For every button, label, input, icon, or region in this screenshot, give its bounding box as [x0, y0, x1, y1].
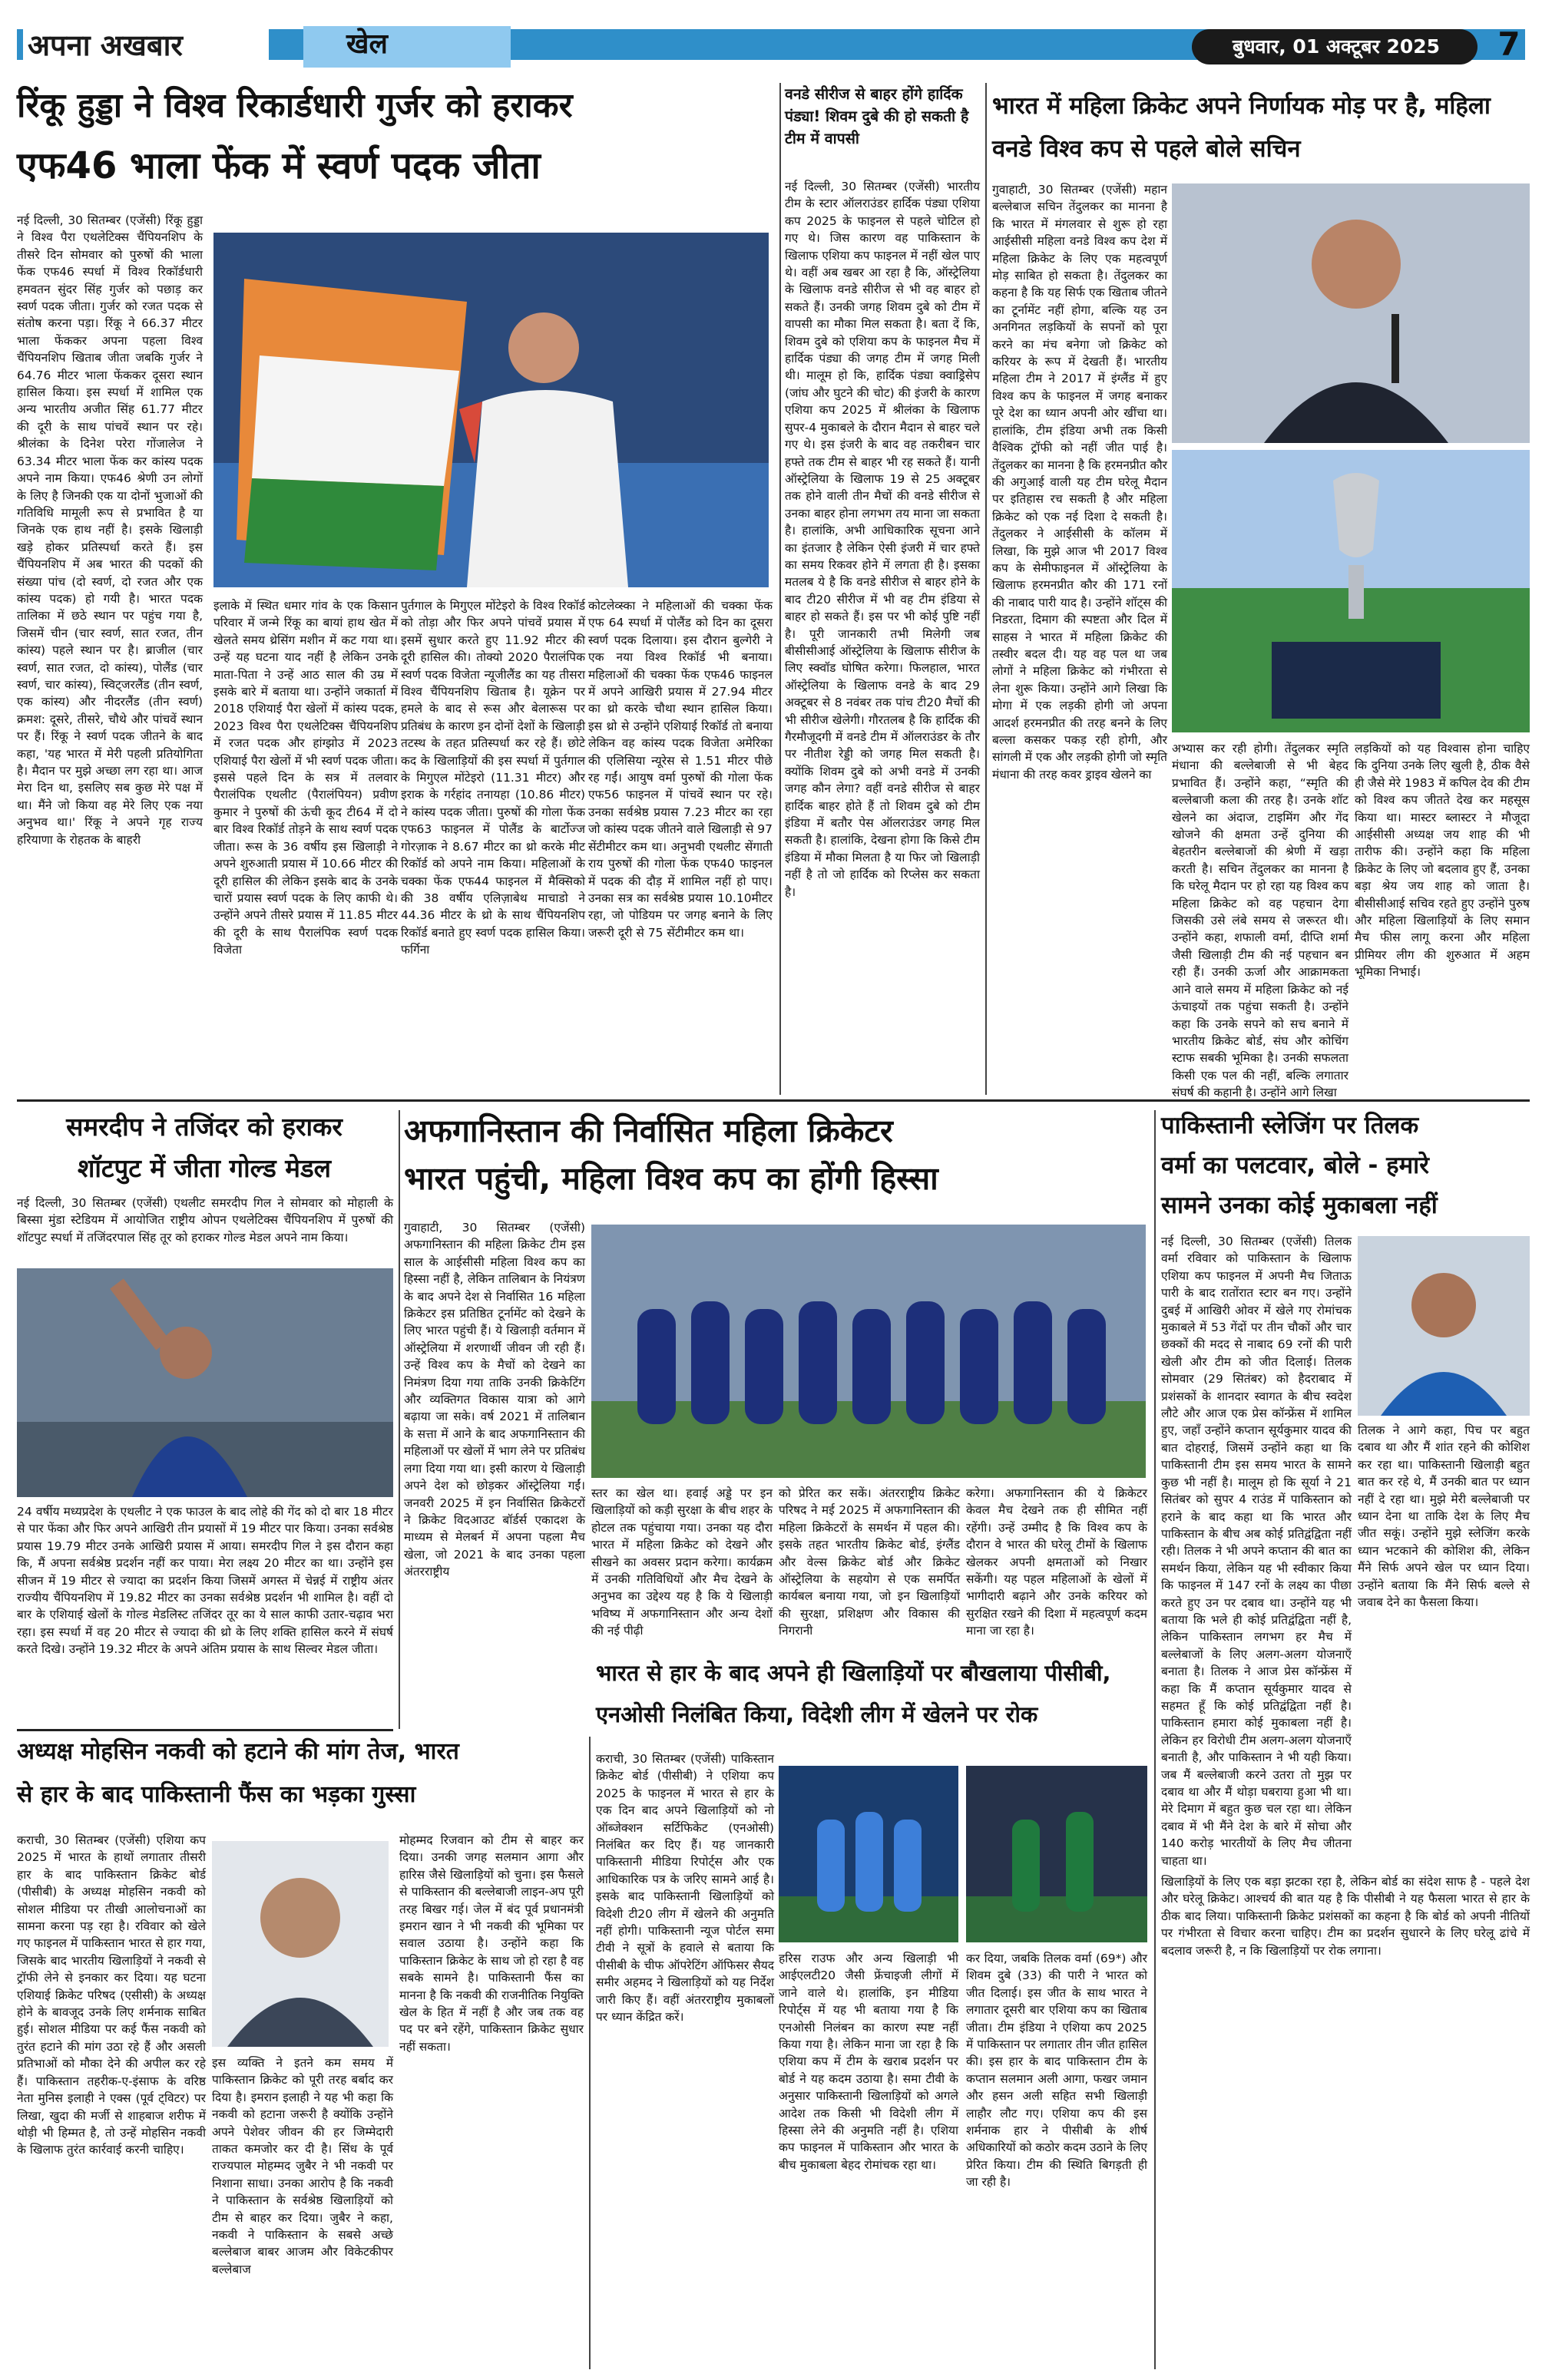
story3-column-2: अभ्यास कर रही होगी। तेंदुलकर स्मृति मंधाना की बल्लेबाजी से भी बेहद प्रभावित हैं। उन्होंने कहा, “स्मृति की बल्लेबाजी कला की तरह है। उनके शॉट खेलने का अंदाज, टाइमिंग और गेंद खोजने की क्षमता उन्हें दुनिया की बेहतरीन बल्लेबाजों की श्रेणी में खड़ा करती है। सचिन तेंदुलकर का मानना है कि घरेलू मैदान पर हो रहा यह विश्व कप महिला क्रिकेट को वह पहचान देगा जिसकी उसे लंबे समय से जरूरत थी। उन्होंने कहा, शफाली वर्मा, दीप्ति शर्मा जैसी खिलाड़ी टीम की नई पहचान बन रही हैं। उनकी ऊर्जा और आक्रामकता आने वाले समय में महिला क्रिकेट को नई ऊंचाइयों तक पहुंचा सकती है। उन्होंने कहा कि उनके सपने को सच बनाने में भारतीय क्रिकेट बोर्ड, संघ और कोचिंग स्टाफ सबकी भूमिका है। उनकी सफलता किसी एक पल की नहीं, बल्कि लगातार संघर्ष की कहानी है। उन्होंने आगे लिखा [1172, 742, 1348, 1100]
divider-story4-story5 [399, 1110, 400, 1729]
team-photo-icon [591, 1225, 1146, 1478]
story8-column-3: कर दिया, जबकि तिलक वर्मा (69*) और शिवम दुबे (33) की पारी ने भारत को जीत दिलाई। इस जीत के साथ भारत ने लगातार दूसरी बार एशिया कप का खिताब जीता। टीम इंडिया ने एशिया कप 2025 में पाकिस्तान पर लगातार तीन जीत हासिल की। इस हार के बाद पाकिस्तान टीम के कप्तान सलमान अली आगा, फखर जमान और हसन अली सहित सभी खिलाड़ी लाहौर लौट गए। एशिया कप की इस शर्मनाक हार ने पीसीबी के शीर्ष अधिकारियों को कठोर कदम उठाने के लिए प्रेरित किया। टीम की स्थिति बिगड़ती ही जा रही है। [966, 1952, 1147, 2190]
story7-headline-line2: से हार के बाद पाकिस्तानी फैंस का भड़का गुस्सा [17, 1781, 416, 1808]
story8-headline-line2: एनओसी निलंबित किया, विदेशी लीग में खेलने पर रोक [596, 1701, 1038, 1727]
official-portrait-icon [212, 1841, 389, 2047]
story5-column-3: को प्रेरित कर सकें। अंतरराष्ट्रीय क्रिकेट परिषद ने मई 2025 में अफगानिस्तान की महिला क्रिकेटरों के समर्थन में पहल की। इसके तहत भारतीय क्रिकेट बोर्ड, इंग्लैंड और वेल्स क्रिकेट बोर्ड और क्रिकेट ऑस्ट्रेलिया के सहयोग से एक समर्पित कार्यबल बनाया गया, जो इन खिलाड़ियों की सुरक्षा, प्रशिक्षण और विकास की निगरानी [779, 1486, 960, 1638]
story4-body: 24 वर्षीय मध्यप्रदेश के एथलीट ने एक फाउल के बाद लोहे की गेंद को दो बार 18 मीटर से पार फेंका और फिर अपने आखिरी तीन प्रयासों में 19 मीटर पार किया। उनका सर्वश्रेष्ठ प्रयास 19.79 मीटर उनके आखिरी प्रयास में आया। समरदीप गिल ने इस दौरान कहा कि, मैं अपना सर्वश्रेष्ठ प्रदर्शन नहीं कर पाया। मेरा लक्ष्य 20 मीटर का था। उन्होंने इस सीजन में 19 मीटर से ज्यादा का प्रदर्शन किया जिसमें अगस्त में चेन्नई में राष्ट्रीय अंतर राज्यीय चैंपियनशिप में 19.82 मीटर का उनका सर्वश्रेष्ठ प्रदर्शन भी शामिल है। वहीं दो बार के एशियाई खेलों के गोल्ड मेडलिस्ट तजिंदर तूर का ये साल काफी उतार-चढ़ाव भरा रहा। इस स्पर्धा में वह 20 मीटर से ज्यादा की थ्रो के लिए शक्ति हासिल करने में संघर्ष करते दिखे। उन्होंने 19.32 मीटर के अपने अंतिम प्रयास के साथ सिल्वर मेडल जीता। [17, 1505, 393, 1657]
story5-headline-line2: भारत पहुंची, महिला विश्व कप का होंगी हिस्सा [404, 1160, 938, 1197]
story3-column-1: गुवाहाटी, 30 सितम्बर (एजेंसी) महान बल्लेबाज सचिन तेंदुलकर का मानना है कि भारत में मंगलवार से शुरू हो रहा आईसीसी महिला वनडे विश्व कप देश में महिला क्रिकेट के लिए एक महत्वपूर्ण मोड़ साबित हो सकता है। तेंदुलकर का कहना है कि यह सिर्फ एक खिताब जीतने का टूर्नामेंट नहीं होगा, बल्कि यह उन अनगिनत लड़कियों के सपनों को पूरा करने का मंच बनेगा जो क्रिकेट को करियर के रूप में देखती हैं। भारतीय महिला टीम ने 2017 में इंग्लैंड में हुए विश्व कप के फाइनल में जगह बनाकर पूरे देश का ध्यान अपनी ओर खींचा था। हालांकि, टीम इंडिया अभी तक किसी वैश्विक ट्रॉफी को नहीं जीत पाई है। तेंदुलकर का मानना है कि हरमनप्रीत कौर की अगुआई वाली यह टीम घरेलू मैदान पर इतिहास रच सकती है और महिला क्रिकेट को एक नई दिशा दे सकती है। तेंदुलकर ने आईसीसी के कॉलम में लिखा, कि मुझे आज भी 2017 विश्व कप के सेमीफाइनल में ऑस्ट्रेलिया के खिलाफ हरमनप्रीत कौर की 171 रनों की नाबाद पारी याद है। उन्होंने शॉट्स की निडरता, दिमाग की स्पष्टता और दिल में साहस ने भारत में महिला क्रिकेट की तस्वीर बदल दी। यह वह पल था जब लोगों ने महिला क्रिकेट को गंभीरता से लेना शुरू किया। उन्होंने आगे लिखा कि मोगा में एक लड़की होगी जो अपना आदर्श हरमनप्रीत की तरह बनने के लिए बल्ला कसकर पकड़ रही होगी, और सांगली में एक और लड़की होगी जो स्मृति मंधाना की तरह कवर ड्राइव खेलने का [992, 183, 1167, 782]
story6-headline-line2: वर्मा का पलटवार, बोले - हमारे [1161, 1152, 1429, 1179]
india-team-photo-icon [779, 1766, 958, 1942]
athlete-flag-icon [213, 233, 769, 587]
story7-column-3: मोहम्मद रिजवान को टीम से बाहर कर दिया। उनकी जगह सलमान आगा और हारिस जैसे खिलाड़ियों को चुना। इस फैसले से पाकिस्तान की बल्लेबाजी लाइन-अप पूरी तरह बिखर गई। जेल में बंद पूर्व प्रधानमंत्री इमरान खान ने भी नकवी की भूमिका पर सवाल उठाया है। उन्होंने कहा कि पाकिस्तान क्रिकेट के साथ जो हो रहा है वह सबके सामने है। पाकिस्तानी फैंस का मानना है कि नकवी की राजनीतिक नियुक्ति खेल के हित में नहीं है और जब तक वह पद पर बने रहेंगे, पाकिस्तान क्रिकेट सुधार नहीं सकता। [399, 1833, 584, 2054]
story6-column-2: तिलक ने आगे कहा, पिच पर बहुत दबाव था और मैं शांत रहने की कोशिश कर रहा था। पाकिस्तानी खिलाड़ी बहुत बात कर रहे थे, मैं उनकी बात पर ध्यान नहीं दे रहा था। मुझे मेरी बल्लेबाजी पर ध्यान देना था ताकि देश के लिए मैच जीत सकूं। उन्होंने मुझे स्लेजिंग करके ध्यान भटकाने की कोशिश की, लेकिन मैंने सिर्फ अपने खेल पर ध्यान दिया। उन्होंने बताया कि मैंने सिर्फ बल्ले से जवाब देने का फैसला किया। [1358, 1423, 1530, 1610]
story3-photo-trophy [1172, 450, 1530, 732]
story6-body: नई दिल्ली, 30 सितम्बर (एजेंसी) तिलक वर्मा रविवार को पाकिस्तान के खिलाफ एशिया कप फाइनल में अपनी मैच जिताऊ पारी के बाद रातोंरात स्टार बन गए। उन्होंने दुबई में आखिरी ओवर में खेले गए रोमांचक मुकाबले में 53 गेंदों पर तीन चौकों और चार छक्कों की मदद से नाबाद 69 रनों की पारी खेली और टीम को जीत दिलाई। तिलक सोमवार (29 सितंबर) को हैदराबाद में प्रशंसकों के शानदार स्वागत के बीच स्वदेश लौटे और आज एक प्रेस कॉन्फ्रेंस में शामिल हुए, जहाँ उन्होंने कप्तान सूर्यकुमार यादव की बात दोहराई, जिसमें उन्होंने कहा था कि पाकिस्तानी टीम इस समय भारत के सामने कुछ भी नहीं है। मालूम हो कि सूर्या ने 21 सितंबर को सुपर 4 राउंड में पाकिस्तान को हराने के बाद कहा था कि भारत और पाकिस्तान के बीच अब कोई प्रतिद्वंद्विता नहीं रही। तिलक ने भी अपने कप्तान की बात का समर्थन किया, लेकिन यह भी स्वीकार किया कि फाइनल में 147 रनों के लक्ष्य का पीछा करते हुए उन पर दबाव था। उन्होंने यह भी बताया कि भले ही कोई प्रतिद्वंद्विता नहीं है, लेकिन पाकिस्तान लगभग हर मैच में बल्लेबाजों के लिए अलग-अलग योजनाएँ बनाता है। तिलक ने आज प्रेस कॉन्फ्रेंस में कहा कि मैं कप्तान सूर्यकुमार यादव से सहमत हूँ कि कोई प्रतिद्वंद्विता नहीं है। पाकिस्तान हमारा कोई मुकाबला नहीं है। लेकिन हर विरोधी टीम अलग-अलग योजनाएँ बनाती है, और पाकिस्तान ने भी यही किया। जब मैं बल्लेबाजी करने उतरा तो मुझ पर दबाव था और मैं थोड़ा घबराया हुआ भी था। मेरे दिमाग में बहुत कुछ चल रहा था। लेकिन दबाव में भी मैंने देश के बारे में सोचा और 140 करोड़ भारतीयों के लिए मैच जीतना चाहता था। [1161, 1235, 1352, 1868]
story5-column-2: स्तर का खेल था। हवाई अड्डे पर इन खिलाड़ियों को कड़ी सुरक्षा के बीच शहर के होटल तक पहुंचाया गया। उनका यह दौरा भारत में महिला क्रिकेट को देखने और सीखने का अवसर प्रदान करेगा। कार्यक्रम में उनकी गतिविधियों और मैच देखने के अनुभव का उद्देश्य यह है कि ये खिलाड़ी भविष्य में अफगानिस्तान और अन्य देशों की नई पीढ़ी [591, 1486, 773, 1638]
player-portrait-icon [1358, 1236, 1530, 1416]
story4-photo-shotput [17, 1268, 393, 1497]
story1-column-1: नई दिल्ली, 30 सितम्बर (एजेंसी) रिंकू हुड्डा ने विश्व पैरा एथलेटिक्स चैंपियनशिप के तीसरे दिन सोमवार को पुरुषों की भाला फेंक एफ46 स्पर्धा में विश्व रिकॉर्डधारी हमवतन सुंदर सिंह गुर्जर को पछाड़ कर स्वर्ण पदक जीता। गुर्जर को रजत पदक से संतोष करना पड़ा। रिंकू ने 66.37 मीटर भाला फेंककर अपना पहला विश्व चैंपियनशिप खिताब जीता जबकि गुर्जर ने 64.76 मीटर भाला फेंककर दूसरा स्थान हासिल किया। इस स्पर्धा में शामिल एक अन्य भारतीय अजीत सिंह 61.77 मीटर की दूरी के साथ पांचवें स्थान पर रहे। श्रीलंका के दिनेश परेरा गोंजालेज ने 63.34 मीटर भाला फेंक कर कांस्य पदक अपने नाम किया। एफ46 श्रेणी उन लोगों के लिए है जिनकी एक या दोनों भुजाओं की गतिविधि मामूली रूप से प्रभावित है या जिनके एक हाथ नहीं है। इसके खिलाड़ी खड़े होकर प्रतिस्पर्धा करते हैं। इस चैंपियनशिप में अब भारत की पदकों की संख्या पांच (दो स्वर्ण, दो रजत और एक कांस्य पदक) हो गयी है। भारत पदक तालिका में छठे स्थान पर पहुंच गया है, जिसमें चीन (चार स्वर्ण, सात रजत, तीन कांस्य) पहले स्थान पर है। ब्राजील (चार स्वर्ण, सात रजत, दो कांस्य), पोलैंड (चार स्वर्ण, चार कांस्य), स्विट्जरलैंड (तीन स्वर्ण, एक कांस्य) और नीदरलैंड (तीन स्वर्ण) क्रमश: दूसरे, तीसरे, चौथे और पांचवें स्थान पर हैं। रिंकू ने स्वर्ण पदक जीतने के बाद कहा, 'यह भारत में मेरी पहली प्रतियोगिता है। मैदान पर मुझे अच्छा लग रहा था। आज मेरा दिन था, इसलिए सब कुछ मेरे पक्ष में था। मैंने जो किया वह मेरे लिए एक नया अनुभव था।' रिंकू ने अपने गृह राज्य हरियाणा के रोहतक के बाहरी [17, 213, 203, 847]
story7-column-2: इस व्यक्ति ने इतने कम समय में पाकिस्तान क्रिकेट को पूरी तरह बर्बाद कर दिया है। इमरान इलाही ने यह भी कहा कि नकवी को हटाना जरूरी है क्योंकि उन्होंने अपने पेशेवर जीवन की हर जिम्मेदारी ताकत कमजोर कर दी है। सिंध के पूर्व राज्यपाल मोहम्मद जुबैर ने भी नकवी पर निशाना साधा। उनका आरोप है कि नकवी ने पाकिस्तान के सर्वश्रेष्ठ खिलाड़ियों को टीम से बाहर कर दिया। जुबैर ने कहा, नकवी ने पाकिस्तान के सबसे अच्छे बल्लेबाज बाबर आजम और विकेटकीपर बल्लेबाज [212, 2056, 393, 2276]
story2-headline: वनडे सीरीज से बाहर होंगे हार्दिक पंड्या! शिवम दुबे की हो सकती है टीम में वापसी [785, 85, 969, 147]
section-label: खेल [303, 26, 511, 68]
story3-photo-sachin [1172, 183, 1530, 443]
story6-headline-line1: पाकिस्तानी स्लेजिंग पर तिलक [1161, 1112, 1419, 1139]
divider-upper-lower [17, 1099, 1530, 1102]
story7-headline-line1: अध्यक्ष मोहसिन नकवी को हटाने की मांग तेज, भारत [17, 1738, 459, 1765]
divider-mid-lower [17, 1729, 393, 1731]
story1-column-2: इलाके में स्थित धमार गांव के एक किसान परिवार में जन्मे रिंकू का बायां हाथ खेत में खेलते समय थ्रेसिंग मशीन में कट गया था। उन्हें यह घटना याद नहीं है लेकिन उनके माता-पिता ने उन्हें आठ साल की उम्र में इसके बारे में बताया था। उन्होंने जकार्ता में 2018 एशियाई पैरा खेलों में कांस्य पदक, 2023 विश्व पैरा एथलेटिक्स चैंपियनशिप में रजत पदक और हांग्झोउ में 2023 एशियाई पैरा खेलों में भी स्वर्ण पदक जीता। इससे पहले दिन के सत्र में तलवार पैरालंपिक एथलीट (पैरालंपियन) प्रवीण कुमार ने पुरुषों की ऊंची कूद टी64 में दो बार विश्व रिकॉर्ड तोड़ने के साथ स्वर्ण पदक जीता। रूस के 36 वर्षीय इस खिलाड़ी ने अपने शुरुआती प्रयास में 10.66 मीटर की दूरी हासिल की लेकिन इसके बाद के उनके चारों प्रयास स्वर्ण पदक के लिए काफी थे। उन्होंने अपने तीसरे प्रयास में 11.85 मीटर की दूरी के साथ पैरालंपिक स्वर्ण पदक विजेता [213, 599, 398, 957]
page-number: 7 [1497, 25, 1520, 63]
pakistan-team-photo-icon [966, 1766, 1147, 1942]
story3-headline: भारत में महिला क्रिकेट अपने निर्णायक मोड़ पर है, महिला वनडे विश्व कप से पहले बोले सचिन [992, 92, 1491, 163]
story8-column-1: कराची, 30 सितम्बर (एजेंसी) पाकिस्तान क्रिकेट बोर्ड (पीसीबी) ने एशिया कप 2025 के फाइनल में भारत से हार के एक दिन बाद अपने खिलाड़ियों को नो ऑब्जेक्शन सर्टिफिकेट (एनओसी) निलंबित कर दिए हैं। यह जानकारी पाकिस्तानी मीडिया रिपोर्ट्स और एक आधिकारिक पत्र के जरिए सामने आई है। इसके बाद पाकिस्तानी खिलाड़ियों को विदेशी टी20 लीग में खेलने की अनुमति नहीं होगी। पाकिस्तानी न्यूज पोर्टल समा टीवी ने सूत्रों के हवाले से बताया कि पीसीबी के चीफ ऑपरेटिंग ऑफिसर सैयद समीर अहमद ने खिलाड़ियों को यह निर्देश जारी किए हैं। वहीं अंतरराष्ट्रीय मुकाबलों पर ध्यान केंद्रित करें। [596, 1752, 774, 2025]
story5-column-4: करेगा। अफगानिस्तान की ये क्रिकेटर केवल मैच देखने तक ही सीमित नहीं रहेंगी। उन्हें उम्मीद है कि विश्व कप के दौरान वे भारत की घरेलू टीमों के खिलाफ खेलकर अपनी क्षमताओं को निखार सकेंगी। यह पहल महिलाओं के खेलों में भागीदारी बढ़ाने और उनके करियर को सुरक्षित रखने की दिशा में महत्वपूर्ण कदम माना जा रहा है। [966, 1486, 1147, 1638]
story4-headline-line1: समरदीप ने तजिंदर को हराकर [66, 1112, 342, 1142]
story3-column-3: लड़कियों को यह विश्वास होना चाहिए कि दुनिया उनके लिए खुली है, ठीक वैसे ही जैसे मेरे 1983 में कपिल देव की टीम को विश्व कप जीतते देख कर महसूस किया था। मास्टर ब्लास्टर ने मौजूदा आईसीसी अध्यक्ष जय शाह की भी तारीफ की। उन्होंने कहा कि महिला क्रिकेट के लिए जो बदलाव हुए हैं, उनका बड़ा श्रेय जय शाह को जाता है। बीसीसीआई सचिव रहते हुए उन्होंने पुरुष और महिला खिलाड़ियों के लिए समान मैच फीस लागू करना और महिला प्रीमियर लीग की शुरुआत में अहम भूमिका निभाई। [1355, 742, 1530, 980]
date-pill [1192, 29, 1477, 64]
divider-story1-story2 [779, 83, 781, 1095]
story8-column-4: खिलाड़ियों के लिए एक बड़ा झटका रहा है, लेकिन बोर्ड का संदेश साफ है - पहले देश और घरेलू क्रिकेट। आश्चर्य की बात यह है कि पीसीबी ने यह फैसला भारत से हार के ठीक बाद लिया। पाकिस्तानी क्रिकेट प्रशंसकों का कहना है कि बोर्ड को अपनी नीतियों पर गंभीरता से विचार करना चाहिए। टीम का प्रदर्शन सुधारने के लिए घरेलू ढांचे में बदलाव जरूरी है, न कि खिलाड़ियों पर रोक लगाना। [1161, 1875, 1530, 1958]
divider-story5-story6 [1154, 1110, 1156, 2369]
story1-headline-line2: एफ46 भाला फेंक में स्वर्ण पदक जीता [17, 144, 541, 187]
story5-headline-line1: अफगानिस्तान की निर्वासित महिला क्रिकेटर [404, 1112, 893, 1149]
story1-photo-rinku-hooda [213, 233, 769, 587]
story2-body: नई दिल्ली, 30 सितम्बर (एजेंसी) भारतीय टीम के स्टार ऑलराउंडर हार्दिक पंड्या एशिया कप 2025 के फाइनल से पहले चोटिल हो गए थे। जिस कारण वह पाकिस्तान के खिलाफ एशिया कप फाइनल में नहीं खेल पाए थे। वहीं अब खबर आ रहा है कि, ऑस्ट्रेलिया के खिलाफ वनडे सीरीज से भी वह बाहर हो सकते हैं। उनकी जगह शिवम दुबे को टीम में वापसी का मौका मिल सकता है। बता दें कि, शिवम दुबे को एशिया कप के फाइनल मैच में हार्दिक पंड्या की जगह टीम में जगह मिली थी। मालूम हो कि, हार्दिक पंड्या क्वाड्रिसेप (जांघ और घुटने की चोट) की इंजरी के कारण एशिया कप 2025 में श्रीलंका के खिलाफ सुपर-4 मुकाबले के दौरान मैदान से बाहर चले गए थे। इस इंजरी के बाद वह तकरीबन चार हफ्ते तक टीम से बाहर भी रह सकते हैं। यानी ऑस्ट्रेलिया के खिलाफ 19 से 25 अक्टूबर तक होने वाली तीन मैचों की वनडे सीरीज से उनका बाहर होना लगभग तय माना जा सकता है। हालांकि, अभी आधिकारिक सूचना आने का इंतजार है लेकिन ऐसी इंजरी में चार हफ्ते का समय रिकवर होने में लगता ही है। इसका मतलब ये है कि वनडे सीरीज से बाहर होने के बाद टी20 सीरीज में भी वह टीम इंडिया से बाहर हो सकते हैं। इस पर भी कोई पुष्टि नहीं है। पूरी जानकारी तभी मिलेगी जब बीसीसीआई ऑस्ट्रेलिया के खिलाफ सीरीज के लिए स्क्वॉड घोषित करेगा। फिलहाल, भारत ऑस्ट्रेलिया के खिलाफ वनडे के बाद 29 अक्टूबर से 8 नवंबर तक पांच टी20 मैचों की भी सीरीज खेलेगी। गौरतलब है कि हार्दिक की गैरमौजूदगी में वनडे टीम में ऑलराउंडर के तौर पर नीतीश रेड्डी को जगह मिल सकती है। क्योंकि शिवम दुबे को अभी वनडे में उनकी जगह कौन लेगा? वहीं वनडे सीरीज से बाहर हार्दिक बाहर होते हैं तो शिवम दुबे को टीम इंडिया में बतौर पेस ऑलराउंडर जगह मिल सकती है। हालांकि, देखना होगा कि किसे टीम इंडिया में मौका मिलता है या फिर जो खिलाड़ी नहीं है तो जो हार्दिक को रिप्लेस कर सकता है। [785, 180, 980, 899]
story8-headline-line1: भारत से हार के बाद अपने ही खिलाड़ियों पर बौखलाया पीसीबी, [596, 1660, 1111, 1686]
story4-headline-line2: शॉटपुट में जीता गोल्ड मेडल [77, 1153, 332, 1183]
divider-story2-story3 [985, 83, 987, 1095]
story4-intro: नई दिल्ली, 30 सितम्बर (एजेंसी) एथलीट समरदीप गिल ने सोमवार को मोहाली के बिस्सा मुंडा स्टेडियम में आयोजित राष्ट्रीय ओपन एथलेटिक्स चैंपियनशिप में पुरुषों की शॉटपुट स्पर्धा में तजिंदरपाल सिंह तूर को हराकर गोल्ड मेडल अपने नाम किया। [17, 1196, 393, 1245]
story8-column-2: हरिस राउफ और अन्य खिलाड़ी भी आईएलटी20 जैसी फ्रेंचाइजी लीगों में जाने वाले थे। हालांकि, इन मीडिया रिपोर्ट्स में यह भी बताया गया है कि एनओसी निलंबन का कारण स्पष्ट नहीं किया गया है। लेकिन माना जा रहा है कि एशिया कप में टीम के खराब प्रदर्शन पर बोर्ड ने यह कदम उठाया है। समा टीवी के अनुसार पाकिस्तानी खिलाड़ियों को अगले आदेश तक किसी भी विदेशी लीग में हिस्सा लेने की अनुमति नहीं है। एशिया कप फाइनल में पाकिस्तान और भारत के बीच मुकाबला बेहद रोमांचक रहा था। [779, 1952, 958, 2172]
story7-column-1: कराची, 30 सितम्बर (एजेंसी) एशिया कप 2025 में भारत के हाथों लगातार तीसरी हार के बाद पाकिस्तान क्रिकेट बोर्ड (पीसीबी) के अध्यक्ष मोहसिन नकवी को सोशल मीडिया पर तीखी आलोचनाओं का सामना करना पड़ रहा है। रविवार को खेले गए फाइनल में पाकिस्तान भारत से हार गया, जिसके बाद भारतीय खिलाड़ियों ने नकवी से ट्रॉफी लेने से इनकार कर दिया। यह घटना एशियाई क्रिकेट परिषद (एसीसी) के अध्यक्ष होने के बावजूद उनके लिए शर्मनाक साबित हुई। सोशल मीडिया पर कई फैंस नकवी को तुरंत हटाने की मांग उठा रहे हैं और असली प्रतिभाओं को मौका देने की अपील कर रहे हैं। पाकिस्तान तहरीक-ए-इंसाफ के वरिष्ठ नेता मुनिस इलाही ने एक्स (पूर्व ट्विटर) पर लिखा, खुदा की मर्जी से शाहबाज शरीफ में थोड़ी भी हिम्मत है, तो उन्हें मोहसिन नकवी के खिलाफ तुरंत कार्रवाई करनी चाहिए। [17, 1833, 206, 2157]
story7-photo-naqvi [212, 1841, 389, 2047]
shotput-athlete-icon [17, 1268, 393, 1497]
date-text: बुधवार, 01 अक्टूबर 2025 [1232, 35, 1441, 58]
masthead-brand: अपना अखबार [23, 26, 269, 68]
story5-intro: गुवाहाटी, 30 सितम्बर (एजेंसी) अफगानिस्तान की महिला क्रिकेट टीम इस साल के आईसीसी महिला विश्व कप का हिस्सा नहीं है, लेकिन तालिबान के नियंत्रण के बाद अपने देश से निर्वासित 16 महिला क्रिकेटर इस प्रतिष्ठित टूर्नामेंट को देखने के लिए भारत पहुंची हैं। ये खिलाड़ी वर्तमान में ऑस्ट्रेलिया में शरणार्थी जीवन जी रही हैं। उन्हें विश्व कप के मैचों को देखने का निमंत्रण दिया गया ताकि उनकी क्रिकेटिंग और व्यक्तिगत विकास यात्रा को आगे बढ़ाया जा सके। वर्ष 2021 में तालिबान के सत्ता में आने के बाद अफगानिस्तान की महिलाओं पर खेलों में भाग लेने पर प्रतिबंध लगा दिया गया था। इसी कारण ये खिलाड़ी अपने देश को छोड़कर ऑस्ट्रेलिया गईं। जनवरी 2025 में इन निर्वासित क्रिकेटरों ने क्रिकेट विदआउट बॉर्डर्स एकादश के माध्यम से मेलबर्न में अपना पहला मैच खेला, जो 2021 के बाद उनका पहला अंतरराष्ट्रीय [404, 1221, 585, 1579]
story8-photo-india [779, 1766, 958, 1942]
story1-column-4: कोटलेव्स्का ने महिलाओं की चक्का फेंक एफ 64 स्पर्धा में पोलैंड को दिन का दूसरा स्वर्ण पदक दिलाया। इस दौरान बुल्गेरी ने एक नया विश्व रिकॉर्ड भी बनाया। महिलाओं की चक्का फेंक एफ46 फाइनल में अपने आखिरी प्रयास में 27.94 मीटर का थ्रो करके चौथा स्थान हासिल किया। इस थ्रो से उन्होंने एशियाई रिकॉर्ड तो बनाया लेकिन वह कांस्य पदक विजेता अमेरिका की एलिसिया न्यूरेस से 1.51 मीटर पीछे रह गईं। आयुष वर्मा पुरुषों की गोला फेंक एफ56 फाइनल में पांचवें स्थान पर रहे। उनका सर्वश्रेष्ठ प्रयास 7.23 मीटर का रहा जो कांस्य पदक जीतने वाले खिलाड़ी से 97 सेंटीमीटर कम था। अनुभवी एथलीट सेंगाती राय पुरुषों की गोला फेंक एफ40 फाइनल में पदक की दौड़ में शामिल नहीं हो पाए। उनका सत्र का सर्वश्रेष्ठ प्रयास 10.10मीटर रहा, जो पोडियम पर जगह बनाने के लिए जरूरी दूरी से 75 सेंटीमीटर कम था। [588, 599, 773, 940]
speaker-photo-icon [1172, 183, 1530, 443]
story1-column-3: पुर्तगाल के मिगुएल मोंटेइरो के विश्व रिकॉर्ड को तोड़ा और फिर अपने पांचवें प्रयास में इसमें सुधार करते हुए 11.92 मीटर की दूरी हासिल की। तोक्यो 2020 पैरालंपिक स्वर्ण पदक विजेता न्यूजीलैंड का यह तीसरा विश्व चैंपियनशिप खिताब है। यूक्रेन पर हमले के बाद से रूस और बेलारूस पर प्रतिबंध के कारण इन दोनों देशों के खिलाड़ी तटस्थ के तहत प्रतिस्पर्धा कर रहे हैं। छोटे कद के खिलाड़ियों की इस स्पर्धा में पुर्तगाल के मिगुएल मोंटेइरो (11.31 मीटर) और इराक के गर्रहांद तनायहा (10.86 मीटर) ने कांस्य पदक जीता। पुरुषों की गोला फेंक एफ63 फाइनल में पोलैंड के बार्टोज्ज गोरज़ाक ने 8.67 मीटर का थ्रो करके मीट रिकॉर्ड को अपने नाम किया। महिलाओं के चक्का फेंक एफ44 फाइनल में मैक्सिको की 38 वर्षीय एलिज़ाबेथ माचाडो ने 44.36 मीटर के थ्रो के साथ चैंपियनशिप रिकॉर्ड बनाते हुए स्वर्ण पदक हासिल किया। फर्गिना [401, 599, 585, 957]
story1-headline-line1: रिंकू हुड्डा ने विश्व रिकार्डधारी गुर्जर को हराकर [17, 86, 573, 125]
story8-photo-pakistan [966, 1766, 1147, 1942]
trophy-icon [1172, 450, 1530, 732]
story6-headline-line3: सामने उनका कोई मुकाबला नहीं [1161, 1192, 1438, 1219]
divider-story7-story8 [589, 1737, 591, 2369]
masthead [0, 0, 1542, 77]
story5-photo-team [591, 1225, 1146, 1478]
story6-photo-tilak [1358, 1236, 1530, 1416]
